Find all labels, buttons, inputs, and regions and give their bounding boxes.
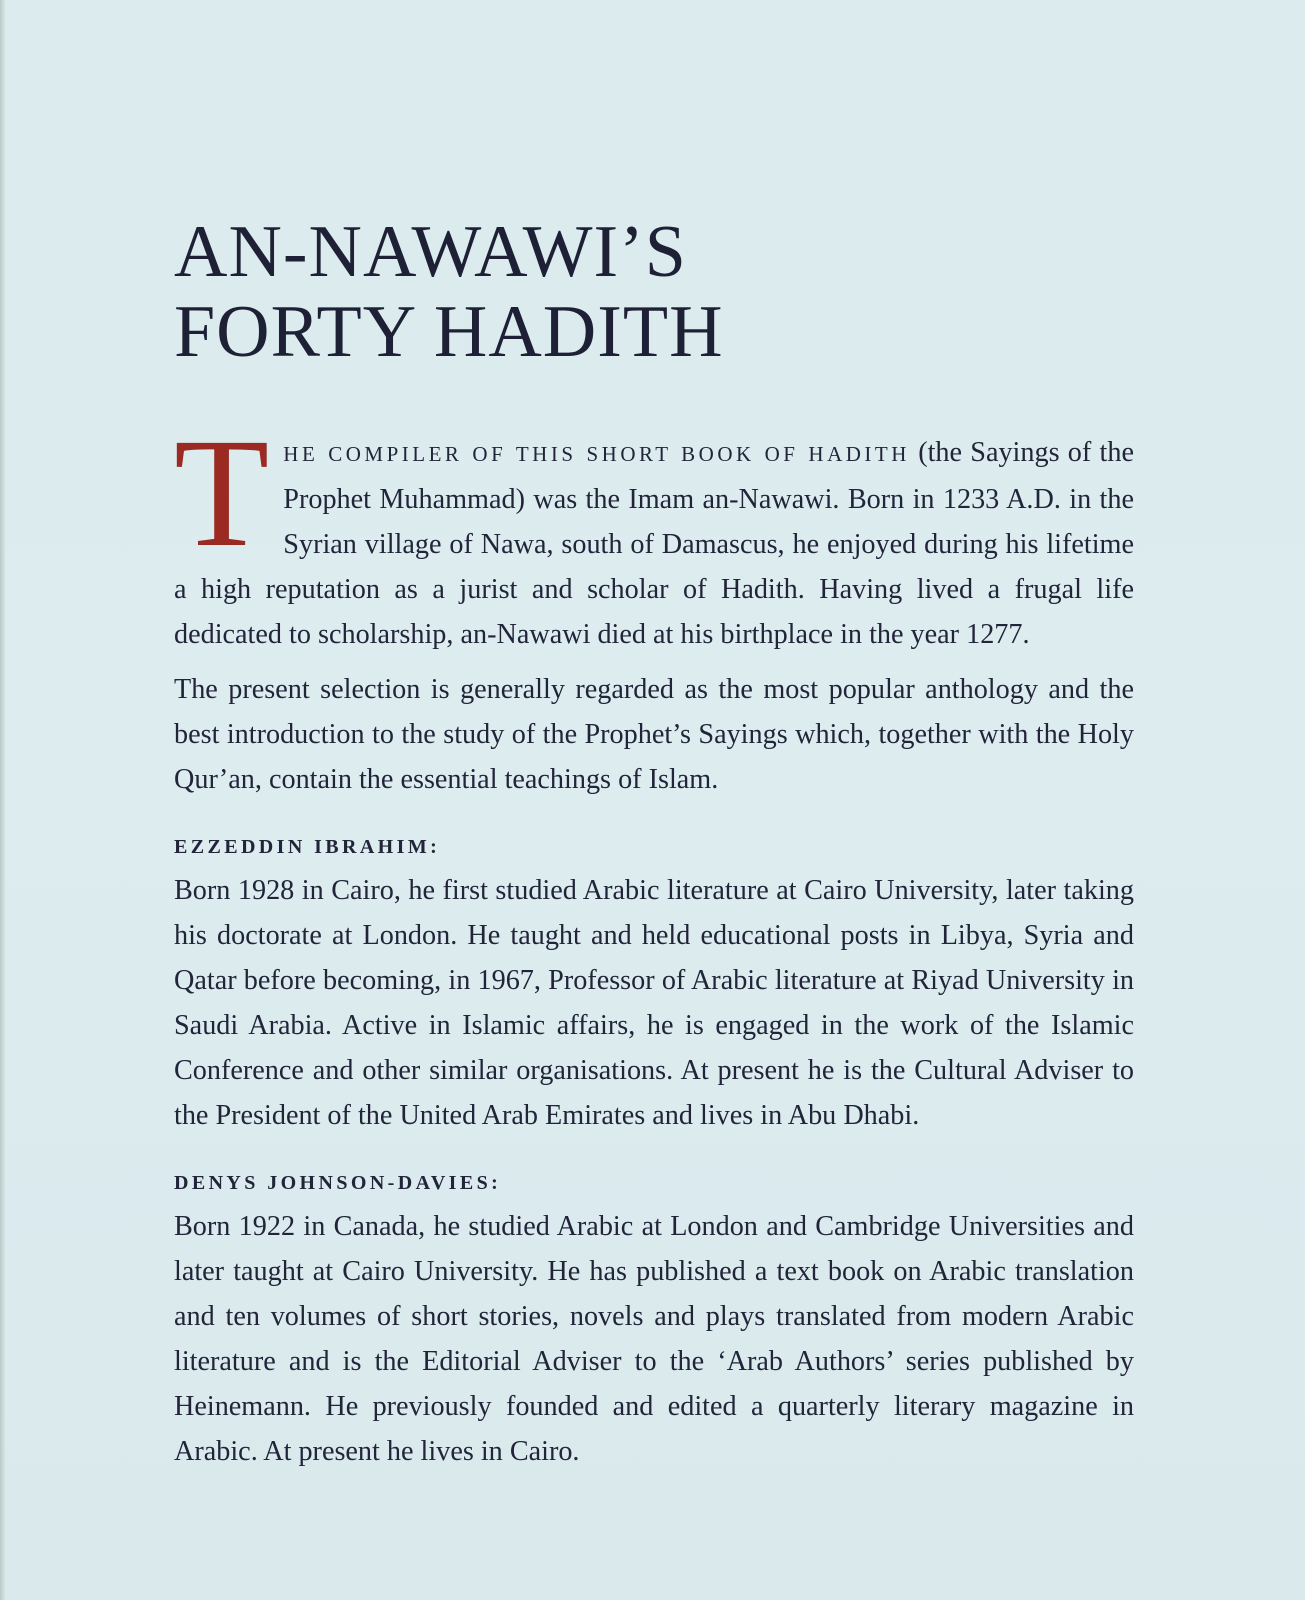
page-edge — [0, 0, 6, 1600]
title-line-2: FORTY HADITH — [174, 291, 724, 373]
blurb-content — [174, 406, 1134, 1474]
bio-text-johnson-davies: Born 1922 in Canada, he studied Arabic at London and Cambridge Universities and later taught at Cairo University. He has published a text book on Arabic translation and ten volumes of short stories, novels and plays translated from modern Arabic literature and is the Editorial Adviser to the ‘Arab Authors’ series published by Heinemann. He previously founded and edited a quarterly literary magazine in Arabic. At present he lives in Cairo. — [174, 1211, 1134, 1467]
intro-small-caps: HE COMPILER OF THIS SHORT BOOK OF HADITH — [283, 442, 910, 466]
drop-cap: T — [174, 406, 270, 579]
bio-text-ibrahim: Born 1928 in Cairo, he first studied Arabic literature at Cairo University, later taking his doctorate at London. He taught and held educational posts in Libya, Syria and Qatar before becoming, in 1967, Professor of Arabic literature at Riyad University in Saudi Arabia. Active in Islamic affairs, he is engaged in the work of the Islamic Conference and other similar organisations. At present he is the Cultural Adviser to the President of the United Arab Emirates and lives in Abu Dhabi. — [174, 875, 1134, 1131]
intro-text: (the Sayings of the Prophet Muhammad) was the Imam an-Nawawi. Born in 1233 A.D. in the Syrian village of Nawa, south of Damascus, he enjoyed during his lifetime a high reputation as a jurist and scholar of Hadith. Having lived a frugal life dedicated to scholarship, an-Nawawi died at his birthplace in the year 1277. — [174, 437, 1134, 650]
bio-heading-johnson-davies: DENYS JOHNSON-DAVIES: — [174, 1172, 502, 1194]
selection-paragraph: The present selection is generally regarded as the most popular anthology and the best introduction to the study of the Prophet’s Sayings which, together with the Holy Qur’an, contain the essential teachings of Islam. — [174, 674, 1134, 795]
title-line-1: AN-NAWAWI’S — [174, 211, 687, 293]
bio-heading-ibrahim: EZZEDDIN IBRAHIM: — [174, 836, 441, 858]
intro-paragraph — [174, 406, 1134, 657]
book-title — [174, 212, 1074, 372]
